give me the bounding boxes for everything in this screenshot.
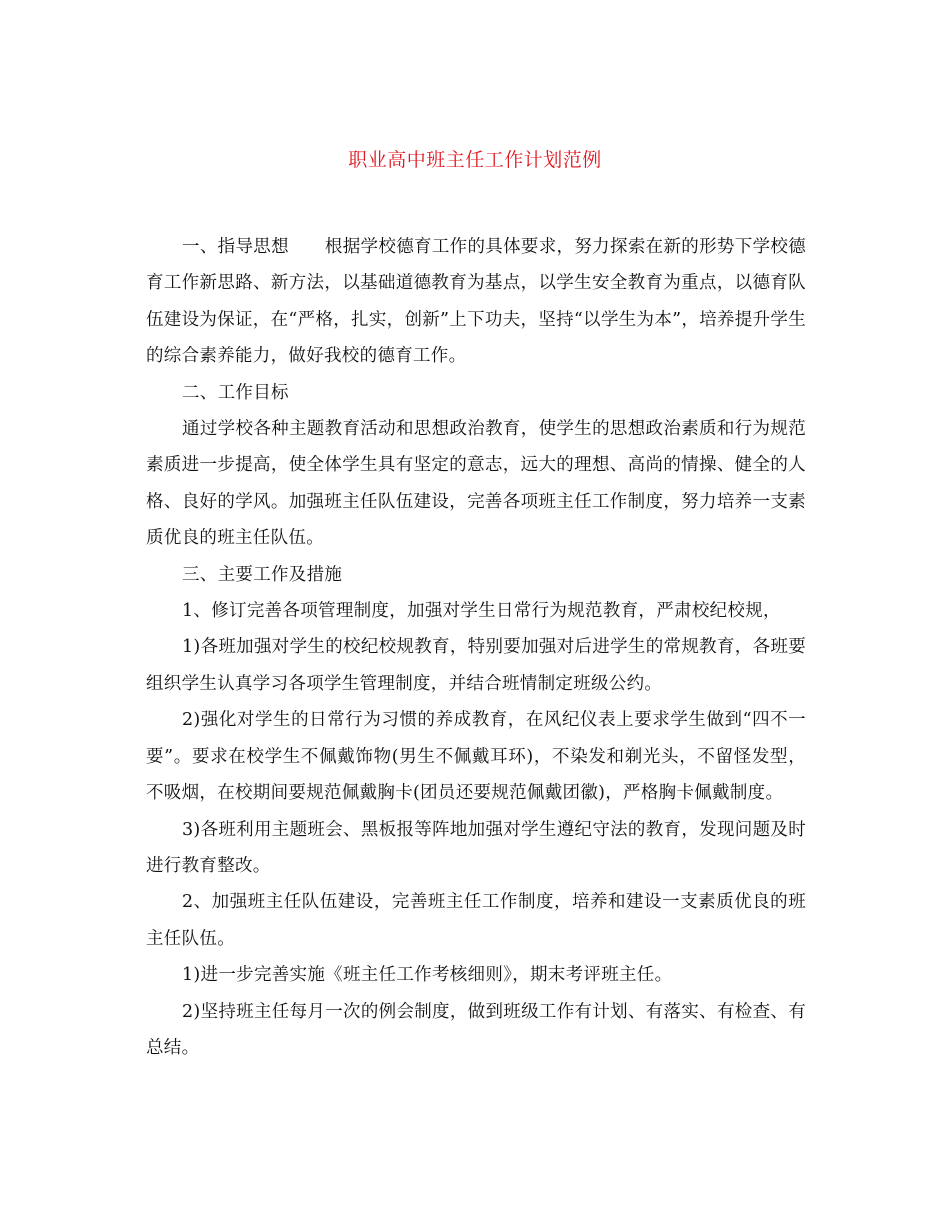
section-guiding-ideology <box>146 229 806 375</box>
document-title: 职业高中班主任工作计划范例 <box>348 149 602 171</box>
heading-work-goals: 二、工作目标 <box>182 382 289 403</box>
paragraph-item-1: 1、修订完善各项管理制度，加强对学生日常行为规范教育，严肃校纪校规， <box>182 601 781 622</box>
paragraph-item-2-2: 2)坚持班主任每月一次的例会制度，做到班级工作有计划、有落实、有检查、有总结。 <box>146 1001 806 1058</box>
section-heading: 一、指导思想 <box>182 237 289 257</box>
paragraph-item-2-1: 1)进一步完善实施《班主任工作考核细则》，期末考评班主任。 <box>182 965 673 986</box>
paragraph-work-goals: 通过学校各种主题教育活动和思想政治教育，使学生的思想政治素质和行为规范素质进一步提高，使全体学生具有坚定的意志，远大的理想、高尚的情操、健全的人格、良好的学风。加强班主任队伍建设，完善各项班主任工作制度，努力培养一支素质优良的班主任队伍。 <box>146 419 806 549</box>
document-body <box>146 229 806 1066</box>
section-body: 根据学校德育工作的具体要求，努力探索在新的形势下学校德育工作新思路、新方法，以基础道德教育为基点，以学生安全教育为重点，以德育队伍建设为保证，在“严格，扎实，创新”上下功夫，坚持“以学生为本”，培养提升学生的综合素养能力，做好我校的德育工作。 <box>146 237 806 367</box>
paragraph-item-1-2: 2)强化对学生的日常行为习惯的养成教育，在风纪仪表上要求学生做到“四不一要”。要求在校学生不佩戴饰物(男生不佩戴耳环)，不染发和剃光头，不留怪发型，不吸烟，在校期间要规范佩戴胸卡(团员还要规范佩戴团徽)，严格胸卡佩戴制度。 <box>146 710 806 804</box>
paragraph-item-1-3: 3)各班利用主题班会、黑板报等阵地加强对学生遵纪守法的教育，发现问题及时进行教育整改。 <box>146 819 806 876</box>
heading-main-work: 三、主要工作及措施 <box>182 564 343 585</box>
paragraph-item-1-1: 1)各班加强对学生的校纪校规教育，特别要加强对后进学生的常规教育，各班要组织学生认真学习各项学生管理制度，并结合班情制定班级公约。 <box>146 637 806 694</box>
paragraph-item-2: 2、加强班主任队伍建设，完善班主任工作制度，培养和建设一支素质优良的班主任队伍。 <box>146 892 806 949</box>
